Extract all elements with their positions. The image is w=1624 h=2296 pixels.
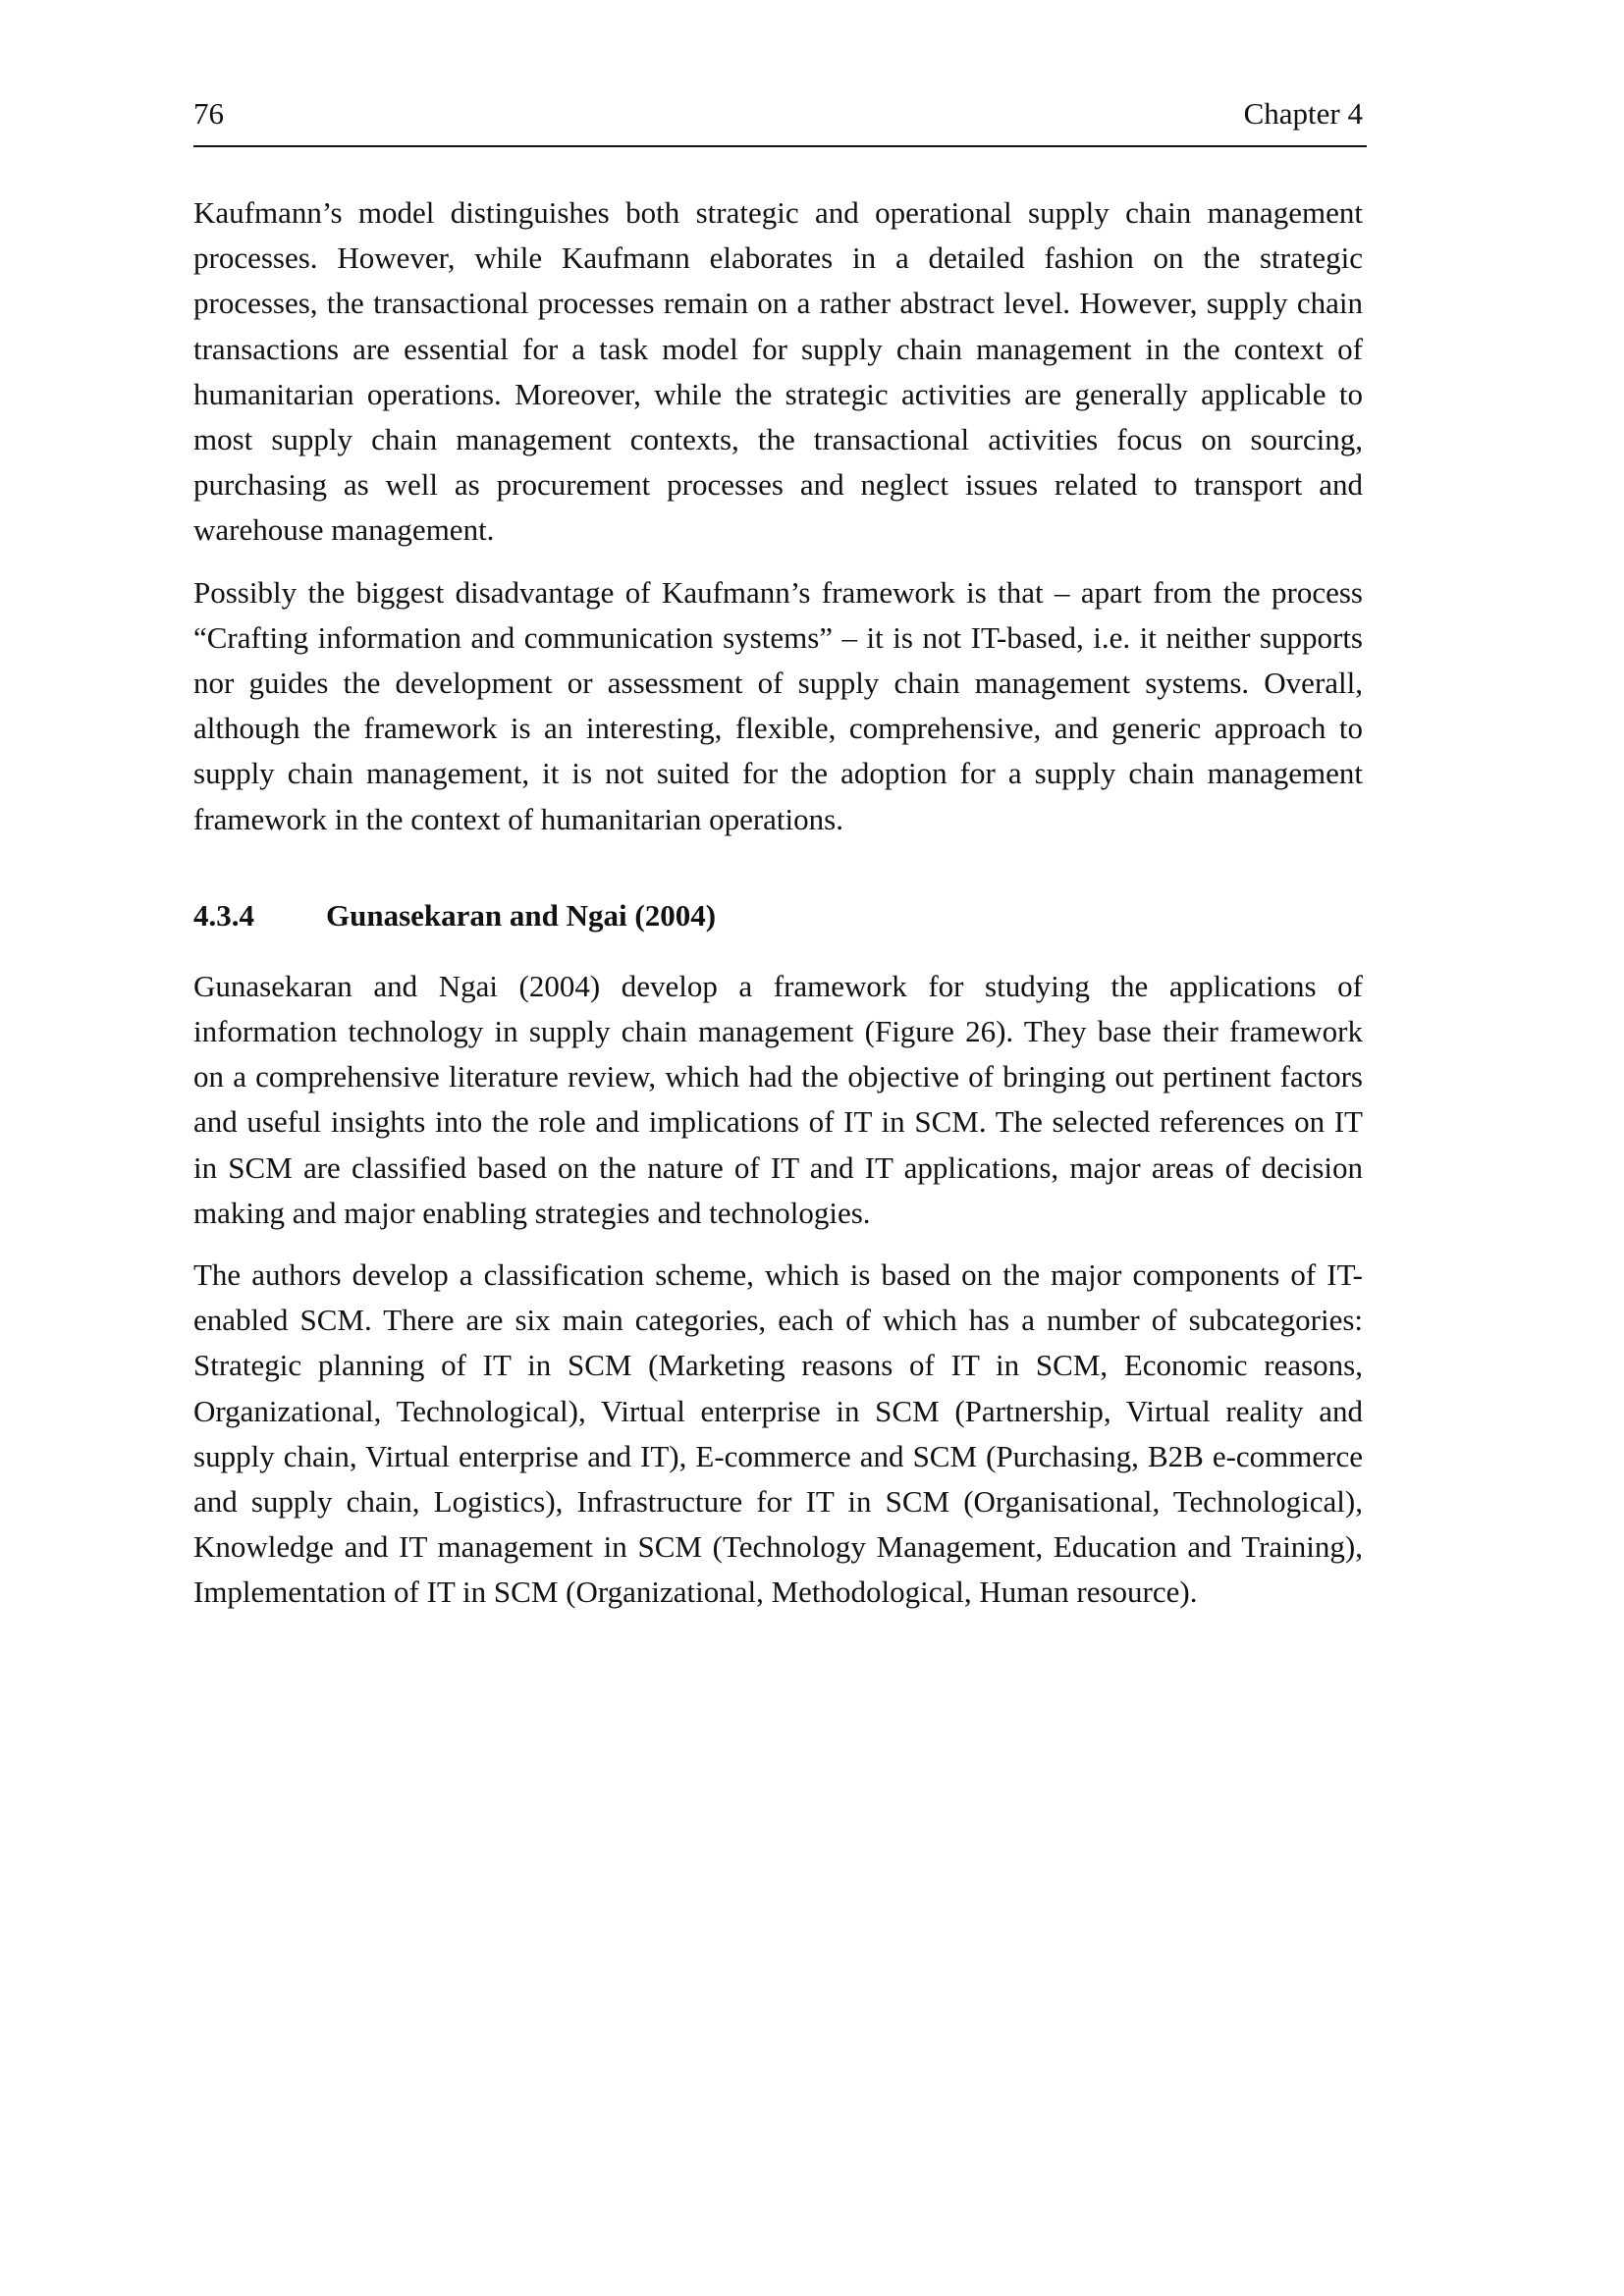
paragraph-kaufmann-disadvantage: Possibly the biggest disadvantage of Kaufmann’s framework is that – apart from the process “Crafting information and communication systems” – it is not IT-based, i.e. it neither supports nor guides the development or assessment of supply chain management systems. Overall, although the framework is an interesting, flexible, comprehensive, and generic approach to supply chain management, it is not suited for the adoption for a supply chain management framework in the context of humanitarian operations. (193, 574, 1363, 836)
page-number: 76 (193, 96, 224, 131)
paragraph-gunasekaran-framework: Gunasekaran and Ngai (2004) develop a framework for studying the applications of information technology in supply chain management (Figure 26). They base their framework on a comprehensive literature review, which had the objective of bringing out pertinent factors and useful insights into the role and implications of IT in SCM. The selected references on IT in SCM are classified based on the nature of IT and IT applications, major areas of decision making and major enabling strategies and technologies. (193, 968, 1363, 1230)
section-title: Gunasekaran and Ngai (2004) (326, 897, 717, 933)
body-text (193, 190, 1363, 1632)
paragraph-classification-scheme: The authors develop a classification scheme, which is based on the major components of IT-enabled SCM. There are six main categories, each of which has a number of subcategories: Strategic planning of IT in SCM (Marketing reasons of IT in SCM, Economic reasons, Organizational, Technological), Virtual enterprise in SCM (Partnership, Virtual reality and supply chain, Virtual enterprise and IT), E-commerce and SCM (Purchasing, B2B e-commerce and supply chain, Logistics), Infrastructure for IT in SCM (Organisational, Technological), Knowledge and IT management in SCM (Technology Management, Education and Training), Implementation of IT in SCM (Organizational, Methodological, Human resource). (193, 1257, 1363, 1610)
section-heading (193, 893, 1363, 938)
paragraph-kaufmann-model: Kaufmann’s model distinguishes both strategic and operational supply chain management processes. However, while Kaufmann elaborates in a detailed fashion on the strategic processes, the transactional processes remain on a rather abstract level. However, supply chain transactions are essential for a task model for supply chain management in the context of humanitarian operations. Moreover, while the strategic activities are generally applicable to most supply chain management contexts, the transactional activities focus on sourcing, purchasing as well as procurement processes and neglect issues related to transport and warehouse management. (193, 195, 1363, 548)
section-number: 4.3.4 (193, 897, 254, 933)
chapter-label: Chapter 4 (1243, 96, 1363, 131)
document-page (193, 0, 1367, 2296)
running-header (193, 94, 1367, 147)
